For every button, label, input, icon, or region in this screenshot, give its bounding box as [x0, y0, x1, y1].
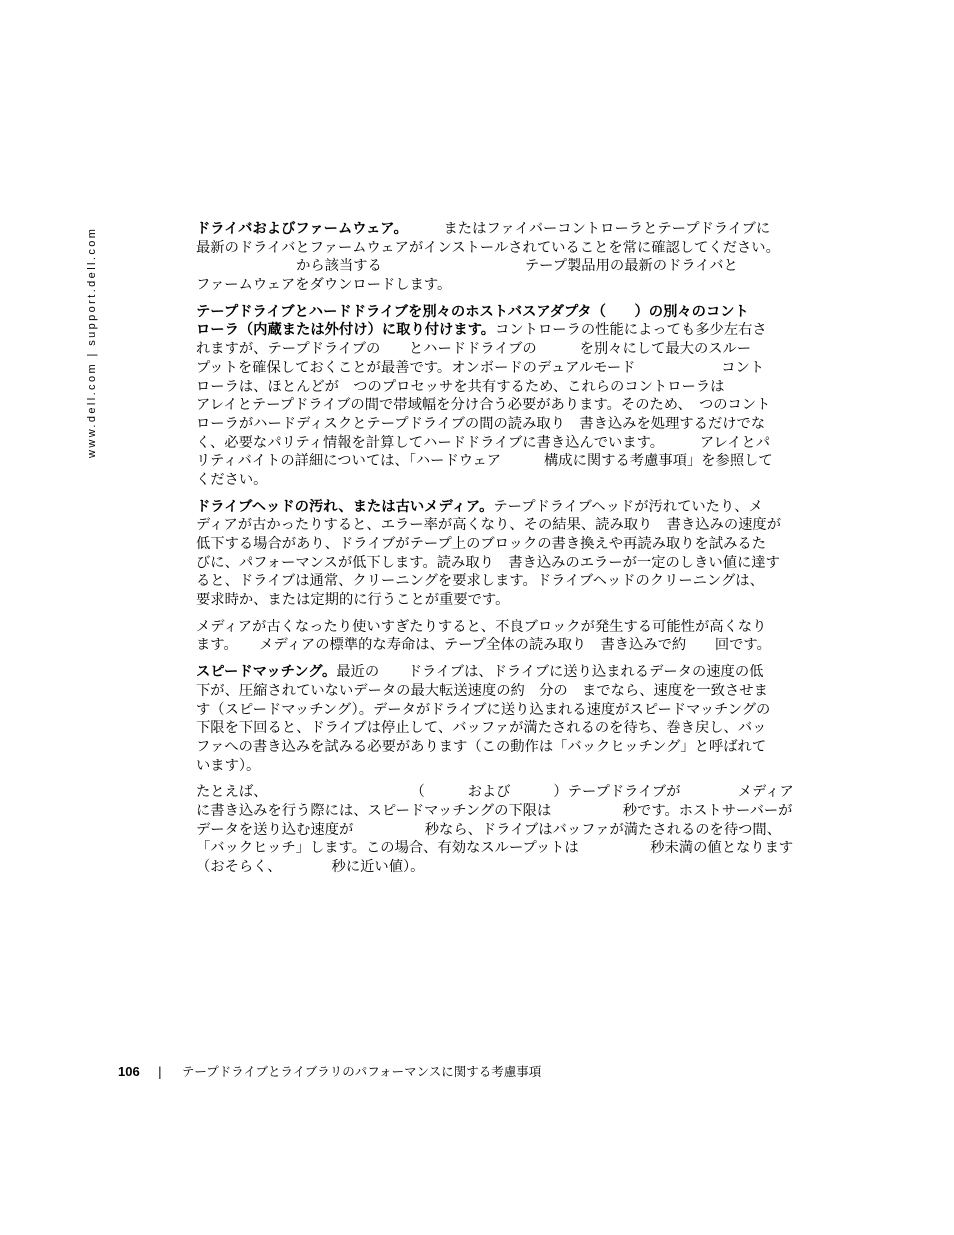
body-content — [196, 220, 818, 885]
footer-separator: | — [157, 1064, 162, 1079]
paragraph-line: ディアが古かったりすると、エラー率が高くなり、その結果、読み取り 書き込みの速度が — [196, 517, 782, 534]
paragraph-text: またはファイバーコントローラとテープドライブに — [400, 221, 771, 237]
paragraph-line: 最新のドライバとファームウェアがインストールされていることを常に確認してください。 — [196, 239, 780, 256]
paragraph-heading: ドライブヘッドの汚れ、または古いメディア。 — [196, 498, 494, 515]
paragraph-line — [196, 663, 818, 682]
paragraph-heading: ドライバおよびファームウェア。 — [196, 221, 401, 237]
paragraph-line: ると、ドライブは通常、クリーニングを要求します。ドライブヘッドのクリーニングは、 — [196, 573, 764, 590]
paragraph-drivers-firmware — [196, 220, 818, 295]
paragraph-line: データを送り込む速度が 秒なら、ドライブはバッファが満たされるのを待つ間、 — [196, 821, 782, 838]
paragraph-example — [196, 783, 818, 876]
sidebar-url: www.dell.com | support.dell.com — [86, 226, 98, 458]
paragraph-dirty-heads — [196, 498, 818, 610]
paragraph-line: 「バックヒッチ」します。この場合、有効なスループットは 秒未満の値となります — [196, 840, 794, 857]
page-number: 106 — [118, 1064, 140, 1079]
paragraph-line: に書き込みを行う際には、スピードマッチングの下限は 秒です。ホストサーバーが — [196, 802, 793, 819]
paragraph-line: す（スピードマッチング）。データがドライブに送り込まれる速度がスピードマッチングの — [196, 701, 771, 718]
paragraph-separate-hba — [196, 303, 818, 490]
paragraph-line: ます。 メディアの標準的な寿命は、テープ全体の読み取り 書き込みで約 回です。 — [196, 637, 771, 654]
paragraph-line: 低下する場合があり、ドライブがテープ上のブロックの書き換えや再読み取りを試みるた — [196, 536, 767, 552]
paragraph-line: 下が、圧縮されていないデータの最大転送速度の約 分の までなら、速度を一致させま — [196, 682, 768, 699]
paragraph-line: れますが、テープドライブの とハードドライブの を別々にして最大のスルー — [196, 341, 752, 358]
paragraph-line: 要求時か、または定期的に行うことが重要です。 — [196, 592, 510, 609]
footer-title: テープドライブとライブラリのパフォーマンスに関する考慮事項 — [181, 1064, 542, 1079]
paragraph-line: たとえば、 （ および ）テープドライブが メディア — [196, 784, 794, 801]
paragraph-line: プットを確保しておくことが最善です。オンボードのデュアルモード コント — [196, 359, 765, 376]
paragraph-heading: スピードマッチング。 — [196, 664, 337, 681]
paragraph-line: く、必要なパリティ情報を計算してハードドライブに書き込んでいます。 アレイとパ — [196, 434, 771, 451]
paragraph-line: ファへの書き込みを試みる必要があります（この動作は「バックヒッチング」と呼ばれて — [196, 738, 767, 755]
paragraph-line: 下限を下回ると、ドライブは停止して、バッファが満たされるのを待ち、巻き戻し、バッ — [196, 720, 767, 737]
paragraph-line: ローラは、ほとんどが つのプロセッサを共有するため、これらのコントローラは — [196, 378, 725, 395]
paragraph-line: メディアが古くなったり使いすぎたりすると、不良ブロックが発生する可能性が高くなり — [196, 618, 767, 635]
paragraph-line — [196, 321, 818, 340]
paragraph-line — [196, 220, 818, 239]
paragraph-line: （おそらく、 秒に近い値）。 — [196, 859, 425, 875]
paragraph-line: ください。 — [196, 471, 268, 488]
paragraph-text: コントローラの性能によっても多少左右さ — [495, 322, 767, 339]
paragraph-line: リティバイトの詳細については、「ハードウェア 構成に関する考慮事項」を参照して — [196, 453, 773, 470]
paragraph-text: 最近の ドライブは、ドライブに送り込まれるデータの速度の低 — [336, 664, 764, 681]
paragraph-line — [196, 498, 818, 517]
paragraph-heading-continued: ローラ（内蔵または外付け）に取り付けます。 — [196, 322, 496, 339]
paragraph-heading: テープドライブとハードドライブを別々のホストバスアダプタ（ ）の別々のコント — [196, 303, 749, 320]
paragraph-text: テープドライブヘッドが汚れていたり、メ — [493, 498, 763, 515]
paragraph-speed-matching — [196, 663, 818, 775]
paragraph-line: います）。 — [196, 757, 261, 774]
page-footer — [118, 1063, 541, 1081]
paragraph-line: ローラがハードディスクとテープドライブの間の読み取り 書き込みを処理するだけでな — [196, 415, 766, 432]
paragraph-line: から該当する テープ製品用の最新のドライバと — [196, 258, 738, 275]
paragraph-media-lifetime — [196, 618, 818, 655]
paragraph-line: びに、パフォーマンスが低下します。読み取り 書き込みのエラーが一定のしきい値に達す — [196, 554, 780, 571]
paragraph-line: アレイとテープドライブの間で帯域幅を分け合う必要があります。そのため、 つのコント — [196, 397, 771, 414]
paragraph-line: ファームウェアをダウンロードします。 — [196, 277, 452, 294]
